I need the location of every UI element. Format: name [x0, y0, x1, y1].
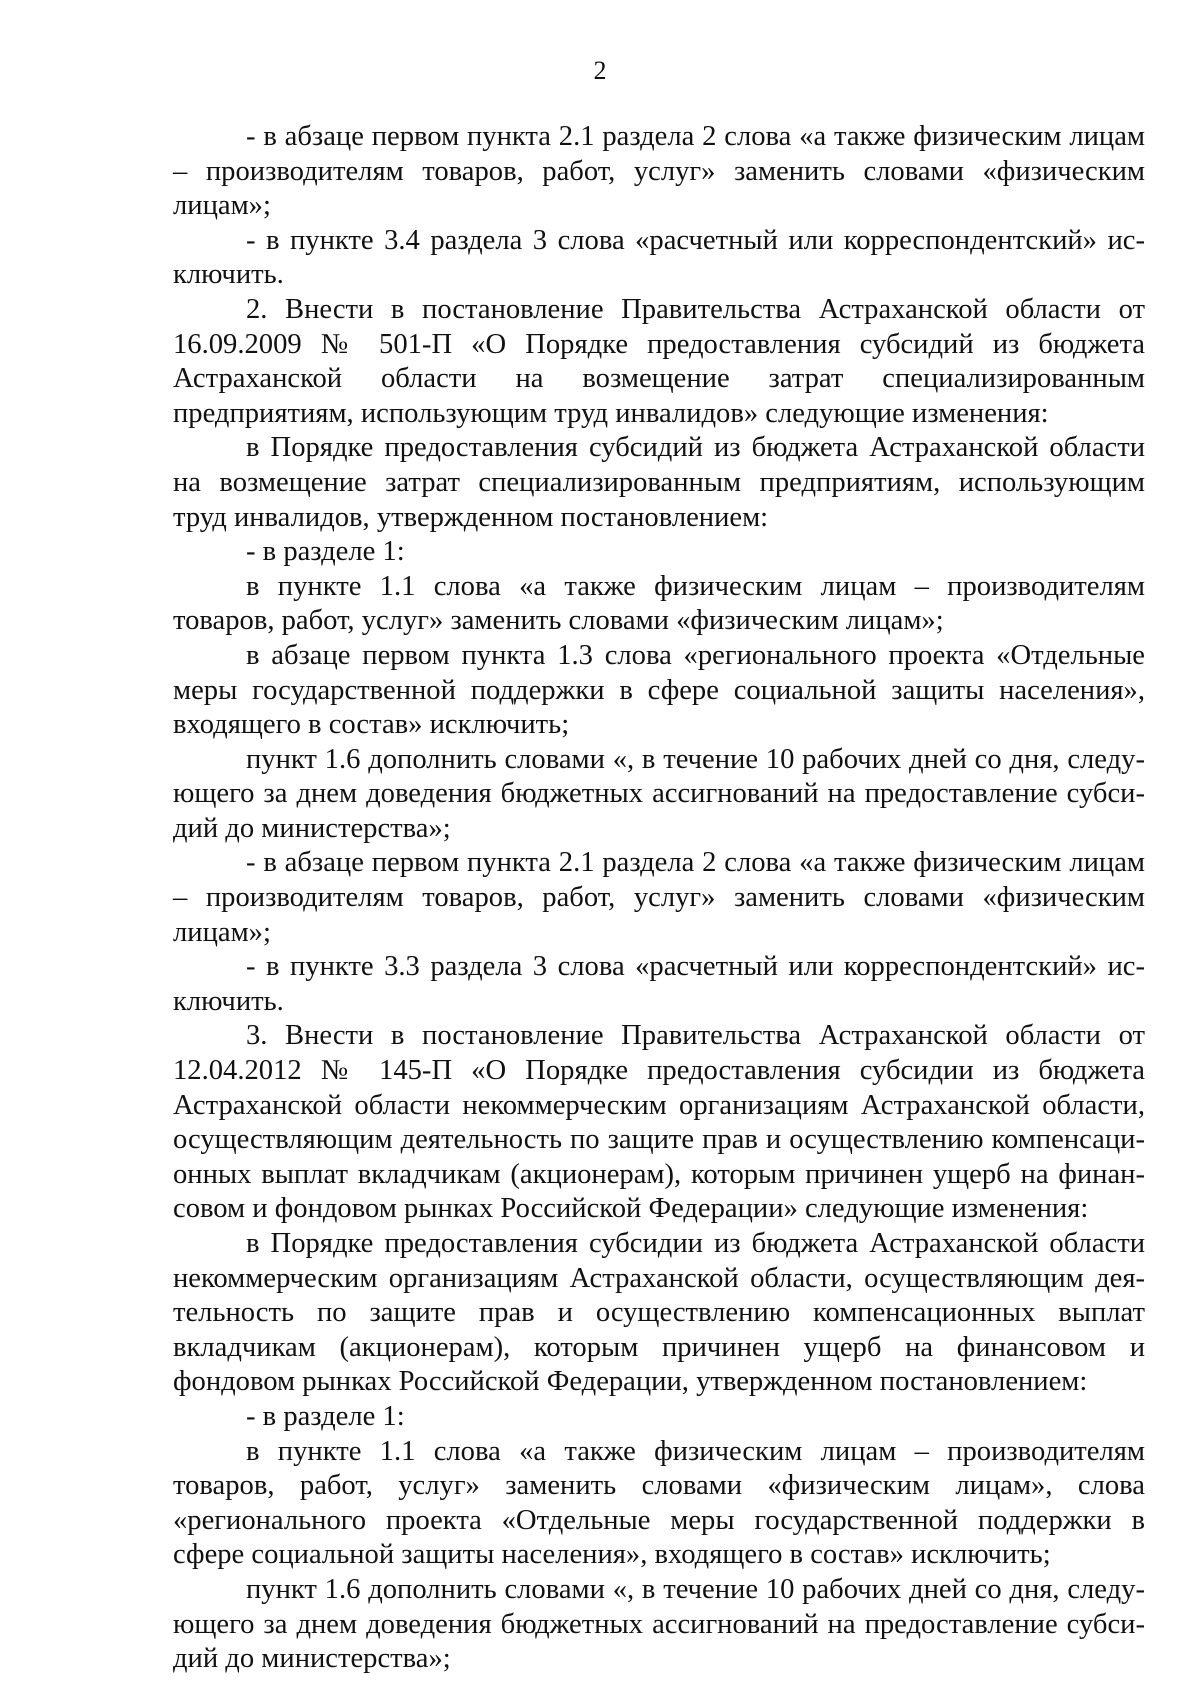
paragraph-13: - в разделе 1: — [246, 1400, 405, 1432]
paragraph-6: в пункте 1.1 слова «а также физическим лицам – производителям товаров, работ, услуг» заменить словами «физическим лицам»; — [173, 570, 1145, 637]
paragraph-14: в пункте 1.1 слова «а также физическим лицам – производителям товаров, работ, услуг» заменить словами «физическим лицам», слова «регионального проекта «Отдельные меры государственной поддержки в сфере социальной защиты населения», входящего в состав» исключить; — [173, 1435, 1145, 1571]
paragraph-15: пункт 1.6 дополнить словами «, в течение 10 рабочих дней со дня, следующего за днем доведения бюджетных ассигнований на предоставление субсидий до министерства»; — [173, 1573, 1145, 1675]
paragraph-3: 2. Внести в постановление Правительства Астраханской области от 16.09.2009 № 501-П «О Порядке предоставления субсидий из бюджета Астраханской области на возмещение затрат специализированным предприятиям, использующим труд инвалидов» следующие изменения: — [173, 293, 1145, 429]
paragraph-1: - в абзаце первом пункта 2.1 раздела 2 слова «а также физическим лицам – производителям товаров, работ, услуг» заменить словами «физическим лицам»; — [173, 121, 1145, 222]
paragraph-9: - в абзаце первом пункта 2.1 раздела 2 слова «а также физическим лицам – производителям товаров, работ, услуг» заменить словами «физическим лицам»; — [173, 847, 1145, 948]
paragraph-2: - в пункте 3.4 раздела 3 слова «расчетный или корреспондентский» исключить. — [173, 224, 1145, 291]
document-body — [173, 120, 1145, 1677]
paragraph-8: пункт 1.6 дополнить словами «, в течение 10 рабочих дней со дня, следующего за днем доведения бюджетных ассигнований на предоставление субсидий до министерства»; — [173, 743, 1145, 844]
paragraph-12: в Порядке предоставления субсидии из бюджета Астраханской области некоммерческим организациям Астраханской области, осуществляющим деятельность по защите прав и осуществлению компенсационных выплат вкладчикам (акционерам), которым причинен ущерб на финансовом и фондовом рынках Российской Федерации, утвержденном постановлением: — [173, 1228, 1145, 1398]
paragraph-4: в Порядке предоставления субсидий из бюджета Астраханской области на возмещение затрат специализированным предприятиям, использующим труд инвалидов, утвержденном постановлением: — [173, 432, 1145, 533]
paragraph-7: в абзаце первом пункта 1.3 слова «регионального проекта «Отдельные меры государственной поддержки в сфере социальной защиты населения», входящего в состав» исключить; — [173, 639, 1145, 741]
page-number: 2 — [593, 56, 607, 85]
paragraph-11: 3. Внести в постановление Правительства Астраханской области от 12.04.2012 № 145-П «О Порядке предоставления субсидии из бюджета Астраханской области некоммерческим организациям Астраханской области, осуществляющим деятельность по защите прав и осуществлению компенсационных выплат вкладчикам (акционерам), которым причинен ущерб на финансовом и фондовом рынках Российской Федерации» следующие изменения: — [173, 1020, 1145, 1225]
paragraph-5: - в разделе 1: — [246, 536, 405, 568]
paragraph-10: - в пункте 3.3 раздела 3 слова «расчетный или корреспондентский» исключить. — [173, 951, 1145, 1017]
